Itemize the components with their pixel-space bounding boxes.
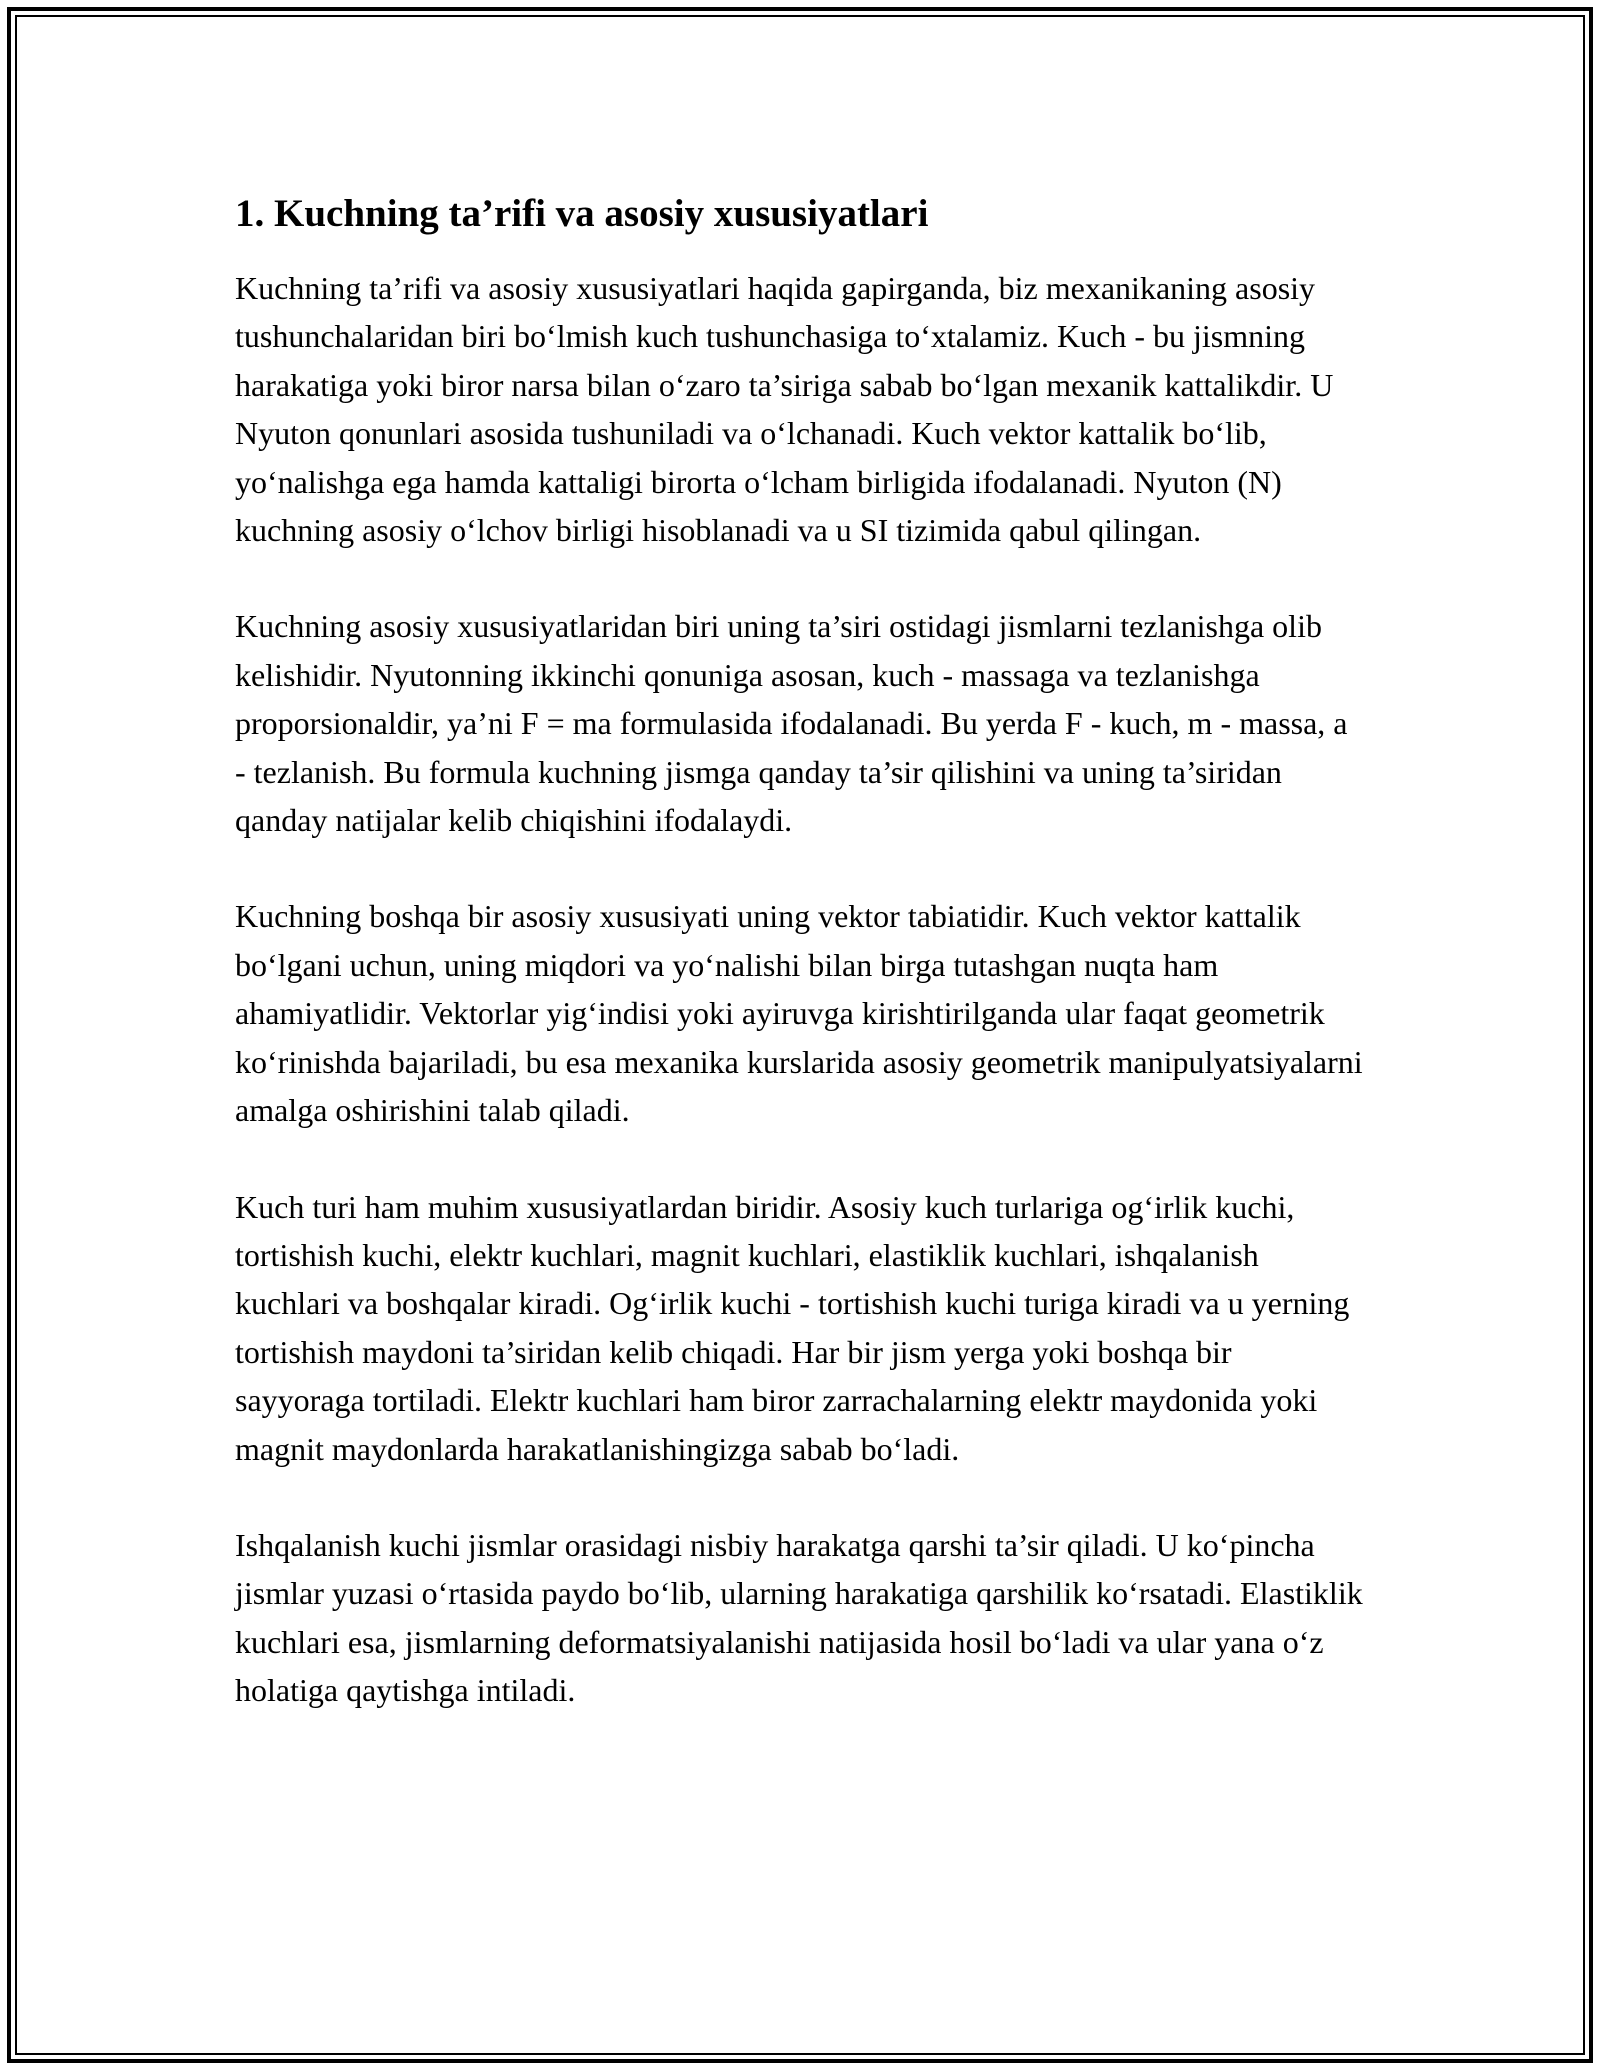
document-body	[235, 186, 1365, 1763]
paragraph-5: Ishqalanish kuchi jismlar orasidagi nisbiy harakatga qarshi ta’sir qiladi. U ko‘pincha jismlar yuzasi o‘rtasida paydo bo‘lib, ularning harakatiga qarshilik ko‘rsatadi. Elastiklik kuchlari esa, jismlarning deformatsiyalanishi natijasida hosil bo‘ladi va ular yana o‘z holatiga qaytishga intiladi.	[235, 1526, 1363, 1709]
paragraph-3: Kuchning boshqa bir asosiy xususiyati uning vektor tabiatidir. Kuch vektor kattalik bo‘lgani uchun, uning miqdori va yo‘nalishi bilan birga tutashgan nuqta ham ahamiyatlidir. Vektorlar yig‘indisi yoki ayiruvga kirishtirilganda ular faqat geometrik ko‘rinishda bajariladi, bu esa mexanika kurslarida asosiy geometrik manipulyatsiyalarni amalga oshirishini talab qiladi.	[235, 898, 1363, 1129]
paragraph-4: Kuch turi ham muhim xususiyatlardan biridir. Asosiy kuch turlariga og‘irlik kuchi, tortishish kuchi, elektr kuchlari, magnit kuchlari, elastiklik kuchlari, ishqalanish kuchlari va boshqalar kiradi. Og‘irlik kuchi - tortishish kuchi turiga kiradi va u yerning tortishish maydoni ta’siridan kelib chiqadi. Har bir jism yerga yoki boshqa bir sayyoraga tortiladi. Elektr kuchlari ham biror zarrachalarning elektr maydonida yoki magnit maydonlarda harakatlanishingizga sabab bo‘ladi.	[235, 1188, 1350, 1467]
paragraph-1: Kuchning ta’rifi va asosiy xususiyatlari haqida gapirganda, biz mexanikaning asosiy tushunchalaridan biri bo‘lmish kuch tushunchasiga to‘xtalamiz. Kuch - bu jismning harakatiga yoki biror narsa bilan o‘zaro ta’siriga sabab bo‘lgan mexanik kattalikdir. U Nyuton qonunlari asosida tushuniladi va o‘lchanadi. Kuch vektor kattalik bo‘lib, yo‘nalishga ega hamda kattaligi birorta o‘lcham birligida ifodalanadi. Nyuton (N) kuchning asosiy o‘lchov birligi hisoblanadi va u SI tizimida qabul qilingan.	[235, 270, 1334, 549]
section-heading: 1. Kuchning ta’rifi va asosiy xususiyatlari	[235, 192, 929, 235]
paragraph-2: Kuchning asosiy xususiyatlaridan biri uning ta’siri ostidagi jismlarni tezlanishga olib kelishidir. Nyutonning ikkinchi qonuniga asosan, kuch - massaga va tezlanishga proporsionaldir, ya’ni F = ma formulasida ifodalanadi. Bu yerda F - kuch, m - massa, a - tezlanish. Bu formula kuchning jismga qanday ta’sir qilishini va uning ta’siridan qanday natijalar kelib chiqishini ifodalaydi.	[235, 608, 1348, 839]
